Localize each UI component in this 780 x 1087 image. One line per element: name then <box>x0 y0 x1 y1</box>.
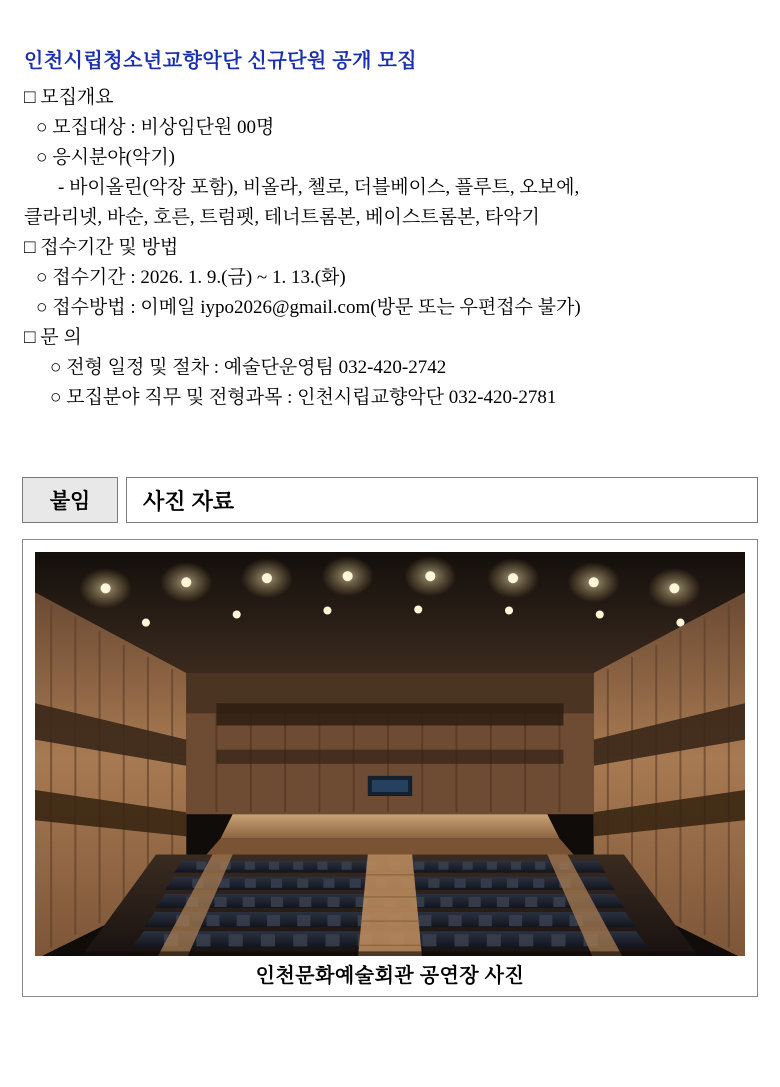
overview-item-instruments-line2: 클라리넷, 바순, 호른, 트럼펫, 테너트롬본, 베이스트롬본, 타악기 <box>24 207 540 228</box>
photo-caption: 인천문화예술회관 공연장 사진 <box>255 965 525 987</box>
contact-item-subjects: ○ 모집분야 직무 및 전형과목 : 인천시립교향악단 032-420-2781 <box>50 387 557 408</box>
attachment-badge: 붙임 <box>22 477 118 523</box>
application-item-period: ○ 접수기간 : 2026. 1. 9.(금) ~ 1. 13.(화) <box>36 267 346 288</box>
section-heading-overview: □ 모집개요 <box>24 87 114 108</box>
contact-item-schedule: ○ 전형 일정 및 절차 : 예술단운영팀 032-420-2742 <box>50 357 447 378</box>
attachment-header <box>22 477 758 523</box>
attachment-title: 사진 자료 <box>126 477 758 523</box>
section-heading-application: □ 접수기간 및 방법 <box>24 237 179 258</box>
concert-hall-photo <box>35 552 745 956</box>
vertical-spacer <box>22 413 758 447</box>
overview-item-field: ○ 응시분야(악기) <box>36 147 176 168</box>
section-heading-contact: □ 문 의 <box>24 327 82 348</box>
overview-item-target: ○ 모집대상 : 비상임단원 00명 <box>36 117 275 138</box>
concert-hall-illustration <box>35 552 745 956</box>
page-title: 인천시립청소년교향악단 신규단원 공개 모집 <box>24 50 418 72</box>
application-item-method: ○ 접수방법 : 이메일 iypo2026@gmail.com(방문 또는 우편접수 불가) <box>36 297 581 318</box>
photo-frame <box>22 539 758 997</box>
overview-item-instruments-line1: - 바이올린(악장 포함), 비올라, 첼로, 더블베이스, 플루트, 오보에, <box>58 177 580 198</box>
